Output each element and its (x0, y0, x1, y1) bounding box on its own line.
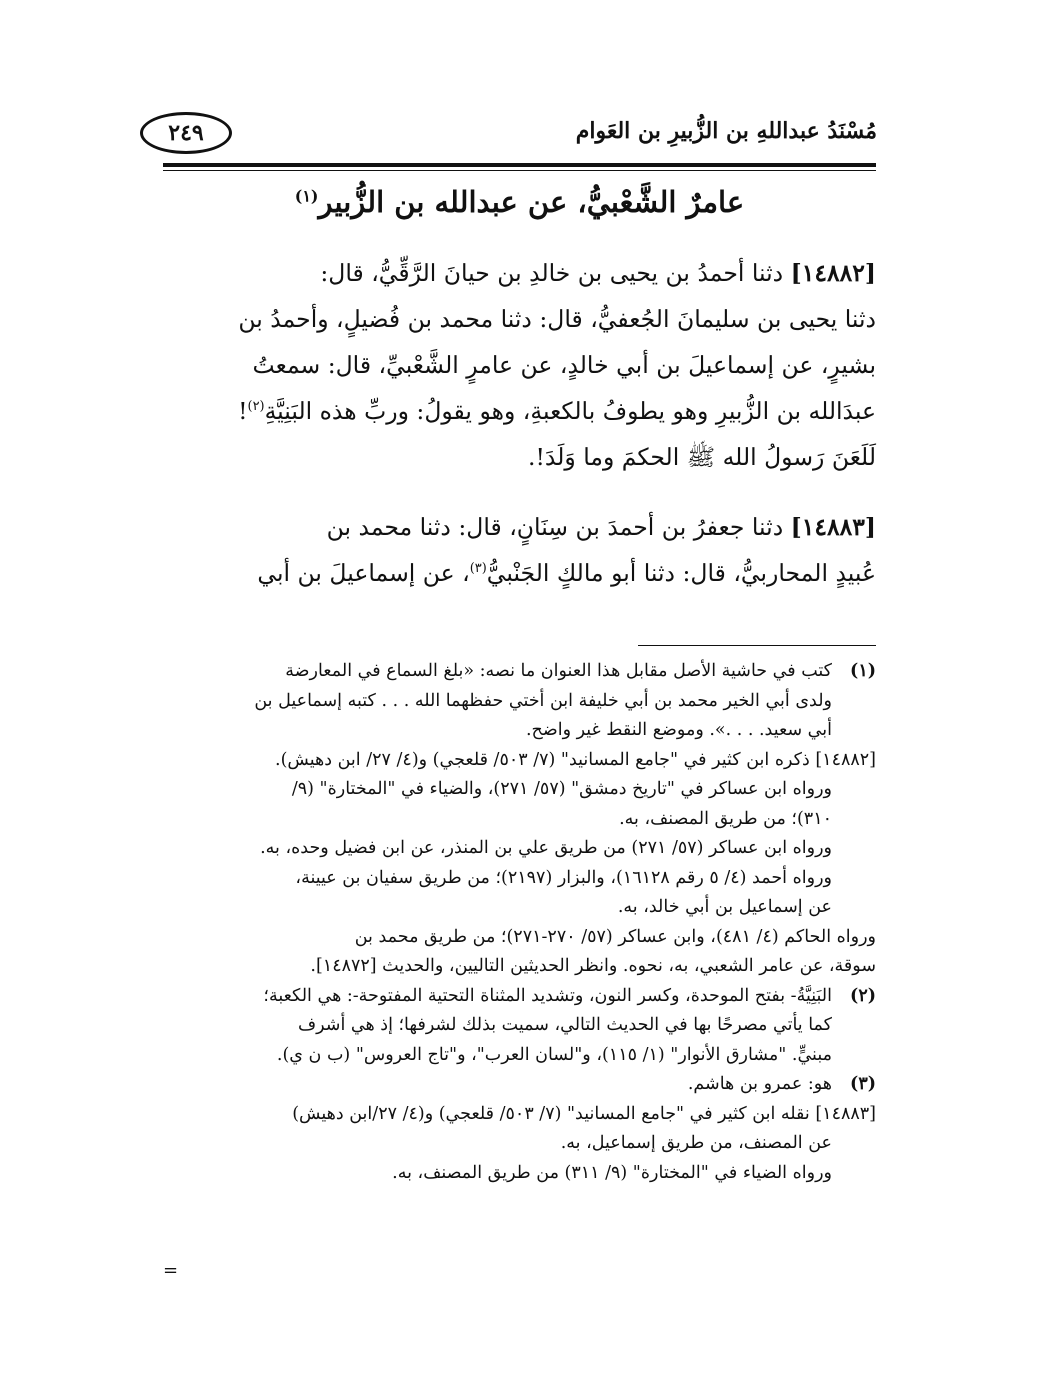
footnote-line: ٣١٠)؛ من طريق المصنف، به. (619, 808, 832, 829)
main-text (163, 250, 876, 596)
hadith-paragraph (163, 504, 876, 596)
footnote-line: ولدى أبي الخير محمد بن أبي خليفة ابن أختي حفظهما الله . . . كتبه إسماعيل بن (254, 690, 832, 711)
footnote-line: ورواه الضياء في "المختارة" (٩/ ٣١١) من طريق المصنف، به. (392, 1162, 832, 1183)
footnote (163, 982, 876, 1071)
footnote-line: عن إسماعيل بن أبي خالد، به. (617, 897, 832, 917)
hadith-number: [١٤٨٨٣] (790, 513, 876, 541)
footnote-line: عن المصنف، من طريق إسماعيل، به. (560, 1133, 832, 1153)
hadith-paragraph (163, 250, 876, 480)
footnote-line: ورواه ابن عساكر في "تاريخ دمشق" (٥٧/ ٢٧١)، والضياء في "المختارة" (٩/ (291, 779, 832, 799)
takhrij-note (163, 1100, 876, 1189)
takhrij-note (163, 746, 876, 982)
header-rule-thick (163, 163, 876, 167)
header-rule-thin (163, 170, 876, 171)
footnote-marker: (١) (850, 661, 876, 681)
section-heading (163, 178, 876, 226)
footnote-line: [١٤٨٨٣] نقله ابن كثير في "جامع المسانيد" (٧/ ٥٠٣/ قلعجي) و(٤/ ٢٧/ابن دهيش) (292, 1103, 876, 1124)
continuation-mark: = (163, 1260, 179, 1281)
footnote-line: ورواه ابن عساكر (٥٧/ ٢٧١) من طريق علي بن المنذر، عن ابن فضيل وحده، به. (260, 838, 832, 858)
footnote-ref: (٣) (469, 561, 487, 577)
footnote-line: ورواه أحمد (٤/ ٥ رقم ١٦١٢٨)، والبزار (٢١٩٧)؛ من طريق سفيان بن عيينة، (295, 867, 832, 888)
hadith-text: دثنا أحمدُ بن يحيى بن خالدِ بن حيانَ الرَّقِّيُّ، قال: دثنا يحيى بن سليمانَ الجُعفيُّ، قال: دثنا محمد بن فُضيلٍ، وأحمدُ بن بشيرٍ، عن إسماعيلَ بن أبي خالدٍ، عن عامرٍ الشَّعْبيِّ، قال: سمعتُ عبدَالله بن الزُّبيرِ وهو يطوفُ بالكعبةِ، وهو يقولُ: وربِّ هذه البَنِيَّةِ (238, 259, 876, 425)
footnote-line: ورواه الحاكم (٤/ ٤٨١)، وابن عساكر (٥٧/ ٢٧٠-٢٧١)؛ من طريق محمد بن (354, 926, 876, 947)
footnote-line: أبي سعيد. . . .». وموضع النقط غير واضح. (525, 720, 832, 740)
footnote (163, 1070, 876, 1100)
hadith-number: [١٤٨٨٢] (790, 259, 876, 287)
footnote-line: سوقة، عن عامر الشعبي، به، نحوه. وانظر الحديثين التاليين، والحديث [١٤٨٧٢]. (310, 956, 876, 976)
hadith-text: دثنا جعفرُ بن أحمدَ بن سِنَانٍ، قال: دثنا محمد بن عُبيدٍ المحاربيُّ، قال: دثنا أبو مالكٍ الجَنْبيُّ (326, 513, 876, 587)
footnote-ref: (١) (294, 186, 319, 206)
footnote-line: البَنِيَّةُ- بفتح الموحدة، وكسر النون، وتشديد المثناة التحتية المفتوحة-: هي الكعبة؛ (263, 985, 832, 1006)
footnotes (163, 657, 876, 1188)
hadith-text: ، عن إسماعيلَ بن أبي (257, 559, 470, 587)
section-title: عامرٌ الشَّعْبيُّ، عن عبدالله بن الزُّبير (318, 185, 745, 219)
footnote-line: مبنيٍّ. "مشارق الأنوار" (١/ ١١٥)، و"لسان العرب"، و"تاج العروس" (ب ن ي). (276, 1044, 832, 1065)
footnote-marker: (٢) (850, 985, 876, 1006)
page-number: ٢٤٩ (168, 120, 204, 146)
footnote-line: كتب في حاشية الأصل مقابل هذا العنوان ما نصه: «بلغ السماع في المعارضة (285, 661, 832, 681)
footnote-separator (638, 645, 876, 646)
running-head: مُسْنَدُ عبداللهِ بن الزُّبيرِ بن العَوام (575, 118, 877, 144)
page-number-badge (140, 112, 232, 154)
footnote-line: كما يأتي مصرحًا بها في الحديث التالي، سميت بذلك لشرفها؛ إذ هي أشرف (298, 1015, 832, 1035)
footnote-ref: (٢) (247, 399, 265, 415)
footnote-marker: (٣) (850, 1074, 876, 1094)
footnote (163, 657, 876, 746)
footnote-line: هو: عمرو بن هاشم. (687, 1074, 832, 1094)
hadith-text: ! لَلَعَنَ رَسولُ الله ﷺ الحكمَ وما وَلَدَ!. (238, 397, 876, 471)
footnote-line: [١٤٨٨٢] ذكره ابن كثير في "جامع المسانيد" (٧/ ٥٠٣/ قلعجي) و(٤/ ٢٧/ ابن دهيش). (275, 749, 876, 770)
